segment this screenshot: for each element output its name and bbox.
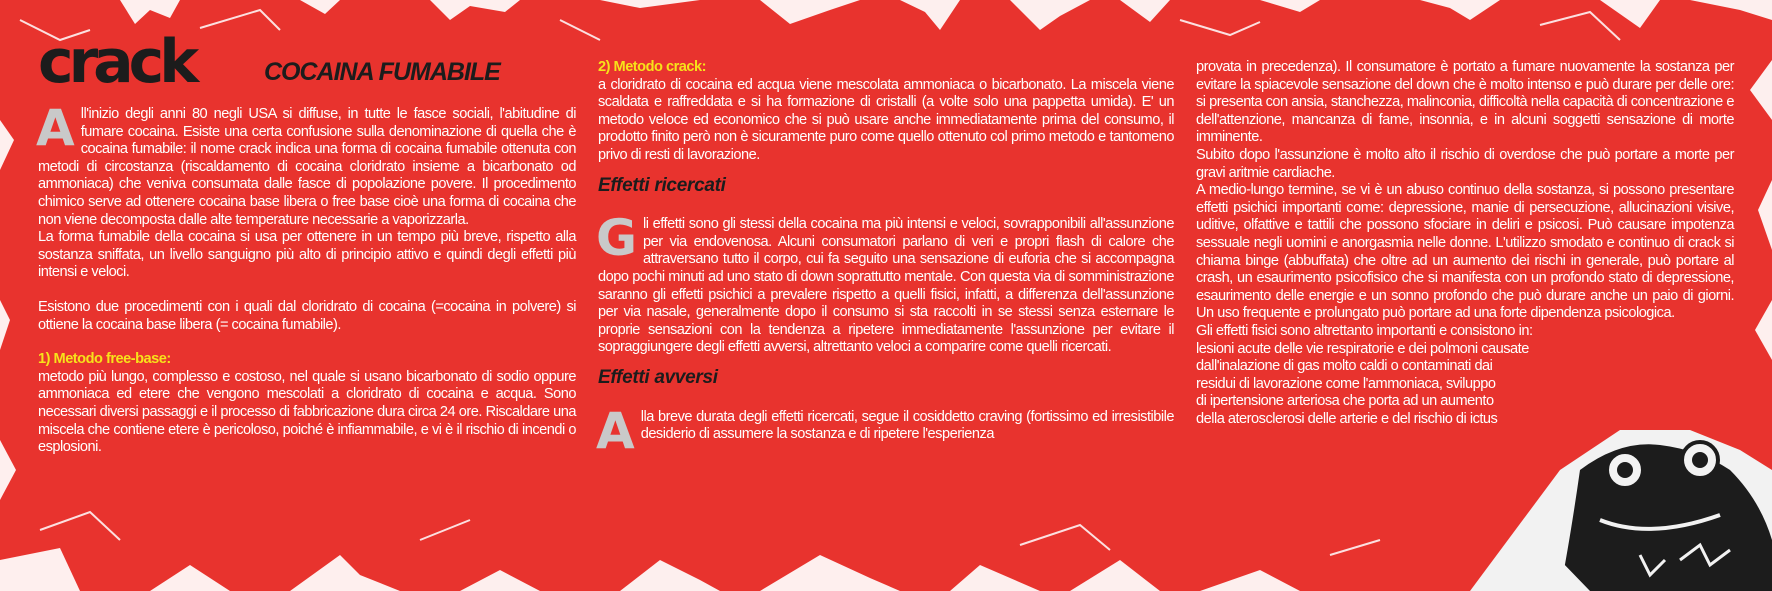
line: dall'inalazione di gas molto caldi o contaminati dai bbox=[1196, 358, 1493, 375]
line: lesioni acute delle vie respiratorie e dei polmoni causate bbox=[1196, 340, 1529, 357]
paragraph-effetti-fisici bbox=[1196, 323, 1734, 429]
paragraph-procedimenti: Esistono due procedimenti con i quali dal cloridrato di cocaina (=cocaina in polvere) si ottiene la cocaina base libera (= cocaina fumabile). bbox=[38, 298, 576, 333]
line: di ipertensione arteriosa che porta ad un aumento bbox=[1196, 393, 1494, 410]
column-3 bbox=[1196, 0, 1734, 428]
dropcap-a: A bbox=[36, 99, 75, 157]
paragraph-medio-lungo: A medio-lungo termine, se vi è un abuso continuo della sostanza, si possono presentare effetti psichici importanti come: depressione, manie di persecuzione, allucinazioni visive, uditive, olfattive e tattili che possono sfociare in deliri e psicosi. Può causare impotenza sessuale negli uomini e anorgasmia nelle donne. L'utilizzo smodato e continuo di crack si chiama binge (abbuffata) che oltre ad un aumento dei rischi in generale, può portare al crash, un esaurimento psicofisico che si manifesta con un profondo stato di depressione, esaurimento delle energie e un sonno profondo che può durare anche un paio di giorni. Un uso frequente e prolungato può portare ad una forte dipendenza psicologica. bbox=[1196, 182, 1734, 322]
frog-illustration bbox=[1470, 430, 1772, 591]
line: della aterosclerosi delle arterie e del rischio di ictus bbox=[1196, 410, 1498, 427]
paragraph-effetti-ricercati bbox=[596, 209, 1174, 357]
column-2 bbox=[596, 0, 1174, 460]
dropcap-a2: A bbox=[596, 401, 635, 460]
paragraph-down: provata in precedenza). Il consumatore è portato a fumare nuovamente la sostanza per evitare la spiacevole sensazione del down che è molto intenso e può durare per delle ore: si presenta con ansia, stanchezza, malinconia, difficoltà nella capacità di concentrazione e dell'attenzione, mancanza di fame, insonnia, e in alcuni soggetti sensazione di morte imminente. bbox=[1196, 59, 1734, 146]
dropcap-g: G bbox=[596, 209, 638, 268]
heading-metodo-crack: 2) Metodo crack: bbox=[598, 59, 706, 75]
paragraph-effetti-avversi bbox=[596, 401, 1174, 460]
column-1 bbox=[38, 0, 576, 457]
heading-free-base: 1) Metodo free-base: bbox=[38, 351, 171, 368]
paragraph-free-base: metodo più lungo, complesso e costoso, nel quale si usano bicarbonato di sodio oppure ammoniaca ed etere che vengono mescolati a cloridrato di cocaina e acqua. Sono necessari diversi passaggi e il processo di fabbricazione dura circa 24 ore. Riscaldare una miscela che contiene etere è pericoloso, poiché è infiammabile, e vi è il rischio di incendi o esplosioni. bbox=[38, 368, 576, 456]
effetti-ricercati-text: li effetti sono gli stessi della cocaina ma più intensi e veloci, sovrapponibili all'assunzione per via endovenosa. Alcuni consumatori parlano di veri e propri flash di calore che attraversano tutto il corpo, cui fa seguito una sensazione di euforia che si accompagna dopo pochi minuti ad uno stato di down soprattutto mentale. Con questa via di somministrazione saranno gli effetti psichici a prevalere rispetto a quelli fisici, infatti, a differenza dell'assunzione per via nasale, generalmente dopo il consumo si sta raccolti in se stessi senza esternare le proprie sensazioni con la tendenza a ripetere immediatamente l'assunzione per evitare il sopraggiungere degli effetti avversi, altrettanto veloci a comparire come quelli ricercati. bbox=[598, 216, 1174, 356]
page-subtitle: COCAINA FUMABILE bbox=[264, 58, 500, 86]
heading-effetti-ricercati: Effetti ricercati bbox=[598, 174, 726, 196]
effetti-avversi-text: lla breve durata degli effetti ricercati, segue il cosiddetto craving (fortissimo ed irresistibile desiderio di assumere la sostanza e di ripetere l'esperienza bbox=[640, 408, 1174, 443]
line: Gli effetti fisici sono altrettanto importanti e consistono in: bbox=[1196, 322, 1533, 339]
intro-text: ll'inizio degli anni 80 negli USA si diffuse, in tutte le fasce sociali, l'abitudine di fumare cocaina. Esiste una certa confusione sulla denominazione di quella che è cocaina fumabile: il nome crack indica una forma di cocaina fumabile ottenuta con metodi di circostanza (riscaldamento di cocaina cloridrato insieme a bicarbonato od ammoniaca) che veniva consumata dalle fasce di popolazione povere. Il procedimento chimico serve ad ottenere cocaina base libera o free base cioè una forma di cocaina che non viene decomposta dalle alte temperature necessarie a vaporizzarla. bbox=[38, 106, 576, 228]
line: residui di lavorazione come l'ammoniaca, sviluppo bbox=[1196, 375, 1496, 392]
paragraph-fumabile: La forma fumabile della cocaina si usa per ottenere in un tempo più breve, rispetto alla sostanza sniffata, un livello sanguigno più alto di principio attivo e quindi degli effetti più intensi e veloci. bbox=[38, 229, 576, 281]
paragraph-metodo-crack: a cloridrato di cocaina ed acqua viene mescolata ammoniaca o bicarbonato. La miscela viene scaldata e raffreddata e si ha formazione di cristalli (a volte solo una pappetta umida). E' un metodo veloce ed economico che si può usare anche immediatamente prima del consumo, il prodotto finito però non è sicuramente puro come quello ottenuto col primo metodo e tantomeno privo di resti di lavorazione. bbox=[598, 76, 1174, 163]
logo-text: crack bbox=[38, 27, 195, 97]
intro-paragraph bbox=[36, 99, 576, 229]
paragraph-overdose: Subito dopo l'assunzione è molto alto il rischio di overdose che può portare a morte per gravi aritmie cardiache. bbox=[1196, 146, 1734, 181]
heading-effetti-avversi: Effetti avversi bbox=[598, 366, 718, 388]
